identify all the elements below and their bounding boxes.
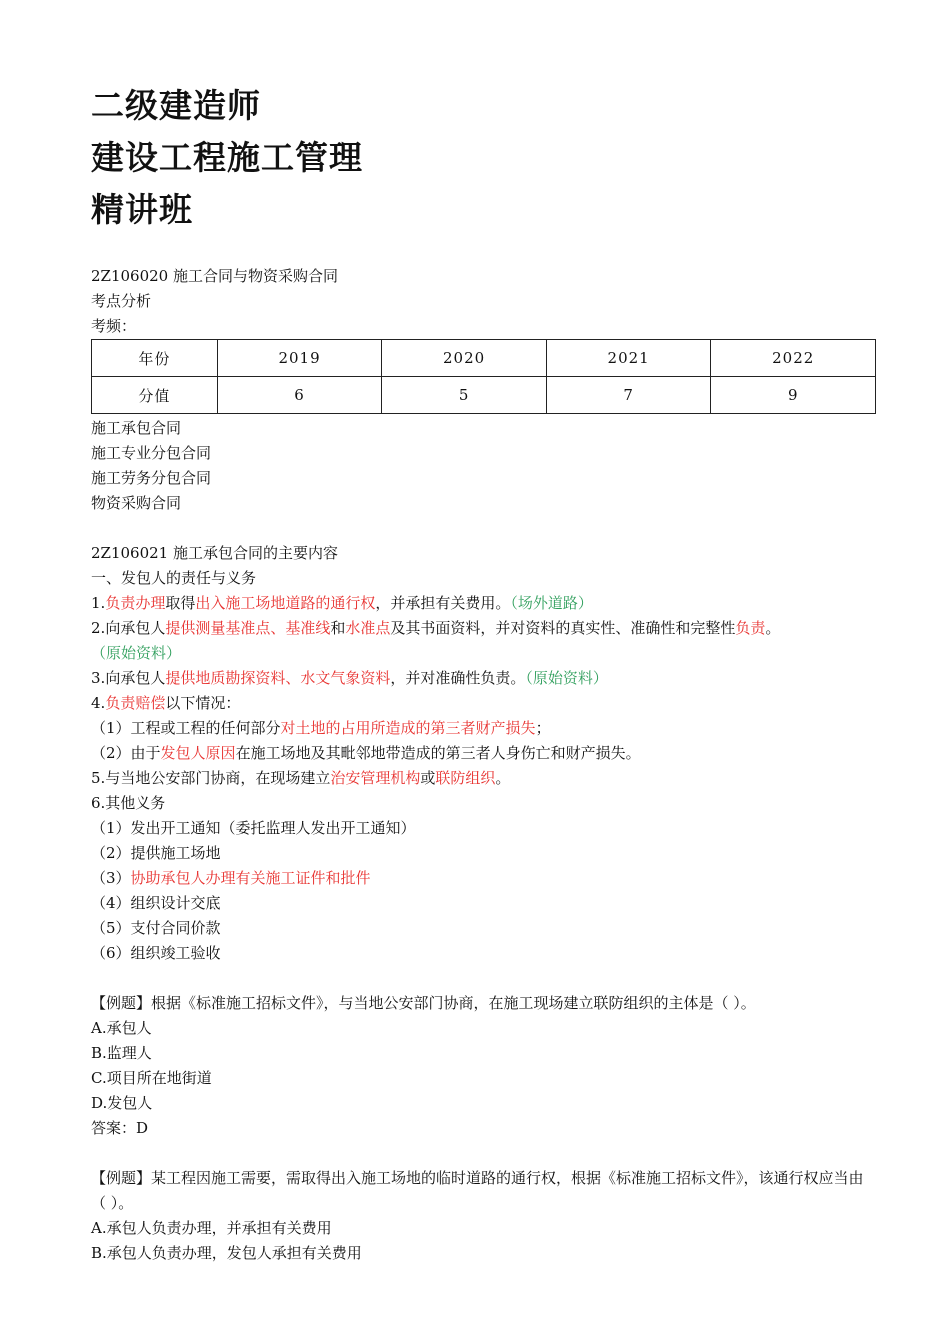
obligation-6-5: （5）支付合同价款 [91,919,221,937]
example-2-option: B.承包人负责办理，发包人承担有关费用 [91,1244,362,1262]
table-header-row [92,340,876,377]
example-2-stem: 【例题】某工程因施工需要，需取得出入施工场地的临时道路的通行权，根据《标准施工招标文件》，该通行权应当由 （ ）。 [91,1169,864,1212]
obligation-2 [91,616,876,666]
highlight-text: 负责 [735,619,766,637]
text: 。 [495,769,511,787]
obligation-1 [91,591,876,616]
table-cell: 6 [217,377,382,414]
highlight-text: 负责赔偿 [105,694,166,712]
text: （2）由于 [91,744,161,762]
item-number: 3. [91,669,106,687]
obligation-5 [91,766,876,791]
frequency-table [91,339,876,414]
section-code: 2Z106020 施工合同与物资采购合同 [91,267,338,285]
list-item: 施工专业分包合同 [91,444,212,462]
analysis-label: 考点分析 [91,292,152,310]
example-1-option: A.承包人 [91,1019,152,1037]
highlight-text: 对土地的占用所造成的第三者财产损失 [280,719,536,737]
item-number: 4. [91,694,106,712]
obligation-6-2: （2）提供施工场地 [91,844,221,862]
example-1-option: B.监理人 [91,1044,152,1062]
text: 向承包人 [105,669,166,687]
highlight-text: 治安管理机构 [330,769,421,787]
table-cell: 年份 [92,340,218,377]
example-1-stem: 【例题】根据《标准施工招标文件》，与当地公安部门协商，在施工现场建立联防组织的主体是（ ）。 [91,994,756,1012]
note-text: （原始资料） [91,644,182,662]
note-text: （原始资料） [525,669,608,687]
text: 以下情况： [165,694,241,712]
highlight-text: 协助承包人办理有关施工证件和批件 [130,869,371,887]
text: ； [535,719,551,737]
obligation-6: 6.其他义务 [91,794,166,812]
obligation-4 [91,691,876,716]
title-line-1: 二级建造师 [91,86,261,125]
sub-section-title: 2Z106021 施工承包合同的主要内容 [91,544,338,562]
title-line-2: 建设工程施工管理 [91,138,363,177]
obligation-6-4: （4）组织设计交底 [91,894,221,912]
example-1-answer: 答案：D [91,1119,149,1137]
text: （3） [91,869,131,887]
table-cell: 9 [711,377,876,414]
highlight-text: 联防组织 [435,769,496,787]
text: 及其书面资料，并对资料的真实性、准确性和完整性 [390,619,736,637]
table-cell: 2019 [217,340,382,377]
example-1-option: C.项目所在地街道 [91,1069,212,1087]
table-cell: 2020 [382,340,547,377]
highlight-text: 发包人原因 [160,744,236,762]
highlight-text: 提供地质勘探资料、水文气象资料 [165,669,391,687]
item-number: 1. [91,594,106,612]
note-text: （场外道路） [510,594,593,612]
document-page [91,80,876,1266]
obligation-6-6: （6）组织竣工验收 [91,944,221,962]
part-heading: 一、发包人的责任与义务 [91,569,257,587]
text: （1）工程或工程的任何部分 [91,719,281,737]
text: 取得 [165,594,196,612]
obligation-4-1 [91,716,876,741]
obligation-3 [91,666,876,691]
text: 。 [765,619,781,637]
text: 向承包人 [105,619,166,637]
list-item: 物资采购合同 [91,494,182,512]
highlight-text: 水准点 [345,619,391,637]
obligation-6-1: （1）发出开工通知（委托监理人发出开工通知） [91,819,416,837]
text: 和 [330,619,346,637]
text: 在施工场地及其毗邻地带造成的第三者人身伤亡和财产损失。 [235,744,641,762]
table-cell: 7 [546,377,711,414]
highlight-text: 负责办理 [105,594,166,612]
text: ，并承担有关费用。 [375,594,511,612]
text: ，并对准确性负责。 [390,669,526,687]
example-1-option: D.发包人 [91,1094,153,1112]
highlight-text: 提供测量基准点、基准线 [165,619,331,637]
text: 与当地公安部门协商，在现场建立 [105,769,331,787]
table-cell: 分值 [92,377,218,414]
text: 或 [420,769,436,787]
table-cell: 2022 [711,340,876,377]
obligation-6-3 [91,866,876,891]
obligation-4-2 [91,741,876,766]
list-item: 施工承包合同 [91,419,182,437]
item-number: 5. [91,769,106,787]
table-cell: 2021 [546,340,711,377]
title-line-3: 精讲班 [91,190,193,229]
example-2-option: A.承包人负责办理，并承担有关费用 [91,1219,332,1237]
list-item: 施工劳务分包合同 [91,469,212,487]
highlight-text: 出入施工场地道路的通行权 [195,594,376,612]
table-cell: 5 [382,377,547,414]
table-row [92,377,876,414]
title-block [91,80,876,236]
item-number: 2. [91,619,106,637]
frequency-label: 考频： [91,317,137,335]
